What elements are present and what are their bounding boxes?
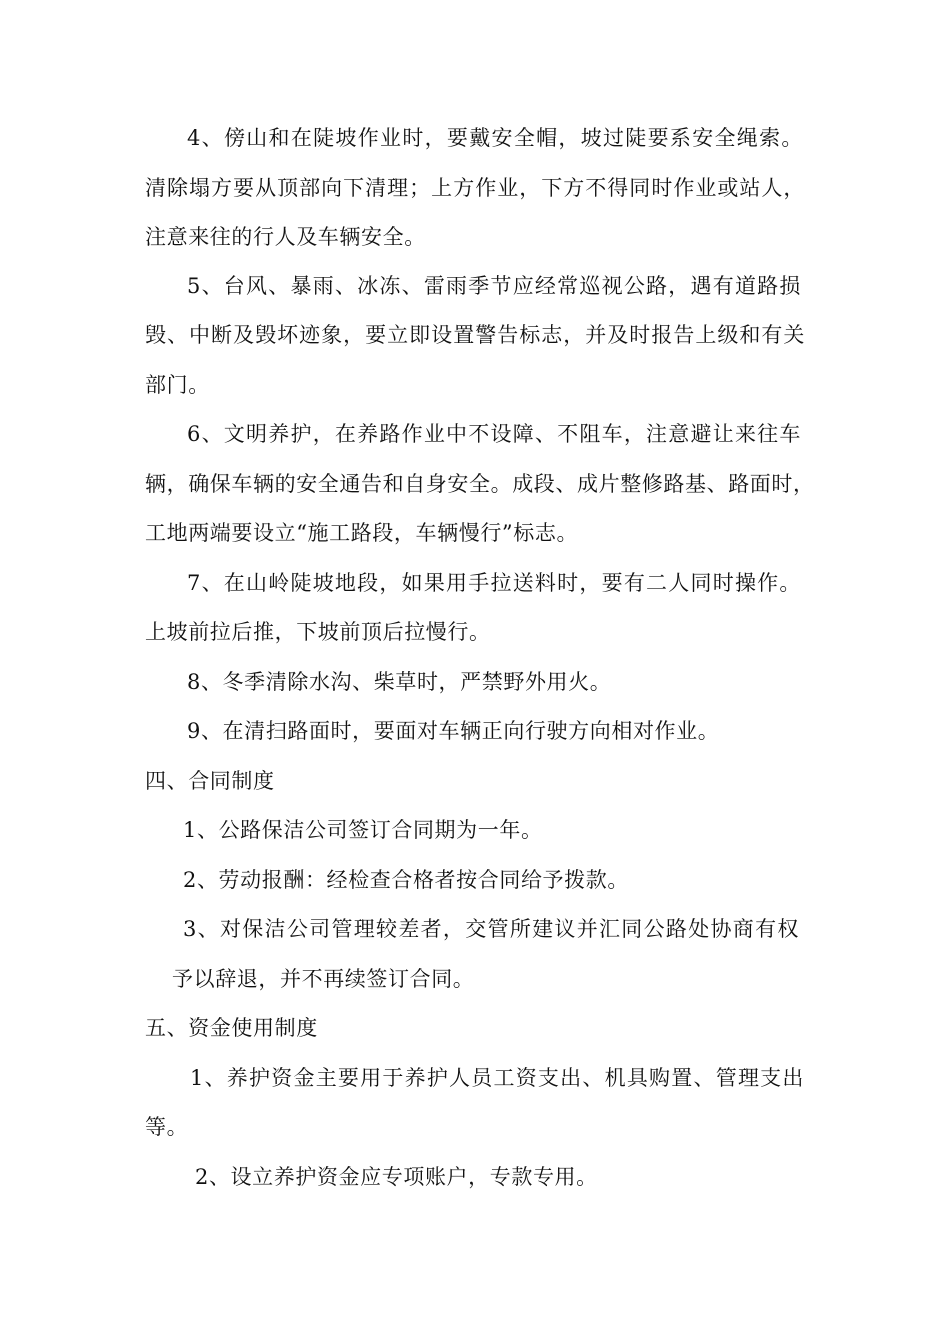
paragraph-line: 1、养护资金主要用于养护人员工资支出、机具购置、管理支出 (190, 1066, 804, 1090)
paragraph-line: 毁、中断及毁坏迹象，要立即设置警告标志，并及时报告上级和有关 (145, 323, 805, 347)
paragraph-line: 注意来往的行人及车辆安全。 (145, 225, 426, 249)
paragraph-line: 5、台风、暴雨、冰冻、雷雨季节应经常巡视公路，遇有道路损 (187, 274, 801, 298)
paragraph-line: 予以辞退，并不再续签订合同。 (172, 967, 475, 991)
section-heading: 五、资金使用制度 (145, 1016, 318, 1040)
paragraph-line: 9、在清扫路面时，要面对车辆正向行驶方向相对作业。 (187, 719, 720, 743)
paragraph-line: 上坡前拉后推，下坡前顶后拉慢行。 (145, 620, 491, 644)
paragraph-line: 3、对保洁公司管理较差者，交管所建议并汇同公路处协商有权 (183, 917, 799, 941)
paragraph-line: 2、设立养护资金应专项账户，专款专用。 (195, 1165, 598, 1189)
paragraph-line: 2、劳动报酬：经检查合格者按合同给予拨款。 (183, 868, 629, 892)
paragraph-line: 清除塌方要从顶部向下清理；上方作业，下方不得同时作业或站人， (145, 176, 805, 200)
section-heading: 四、合同制度 (145, 769, 275, 793)
paragraph-line: 辆，确保车辆的安全通告和自身安全。成段、成片整修路基、路面时， (145, 472, 815, 496)
paragraph-line: 7、在山岭陡坡地段，如果用手拉送料时，要有二人同时操作。 (187, 571, 801, 595)
paragraph-line: 6、文明养护，在养路作业中不设障、不阻车，注意避让来往车 (187, 422, 801, 446)
paragraph-line: 8、冬季清除水沟、柴草时，严禁野外用火。 (187, 670, 612, 694)
paragraph-line: 4、傍山和在陡坡作业时，要戴安全帽，坡过陡要系安全绳索。 (187, 126, 803, 150)
paragraph-line: 等。 (145, 1115, 189, 1139)
paragraph-line: 1、公路保洁公司签订合同期为一年。 (183, 818, 543, 842)
paragraph-line: 工地两端要设立“施工路段，车辆慢行”标志。 (145, 521, 579, 545)
paragraph-line: 部门。 (145, 373, 210, 397)
